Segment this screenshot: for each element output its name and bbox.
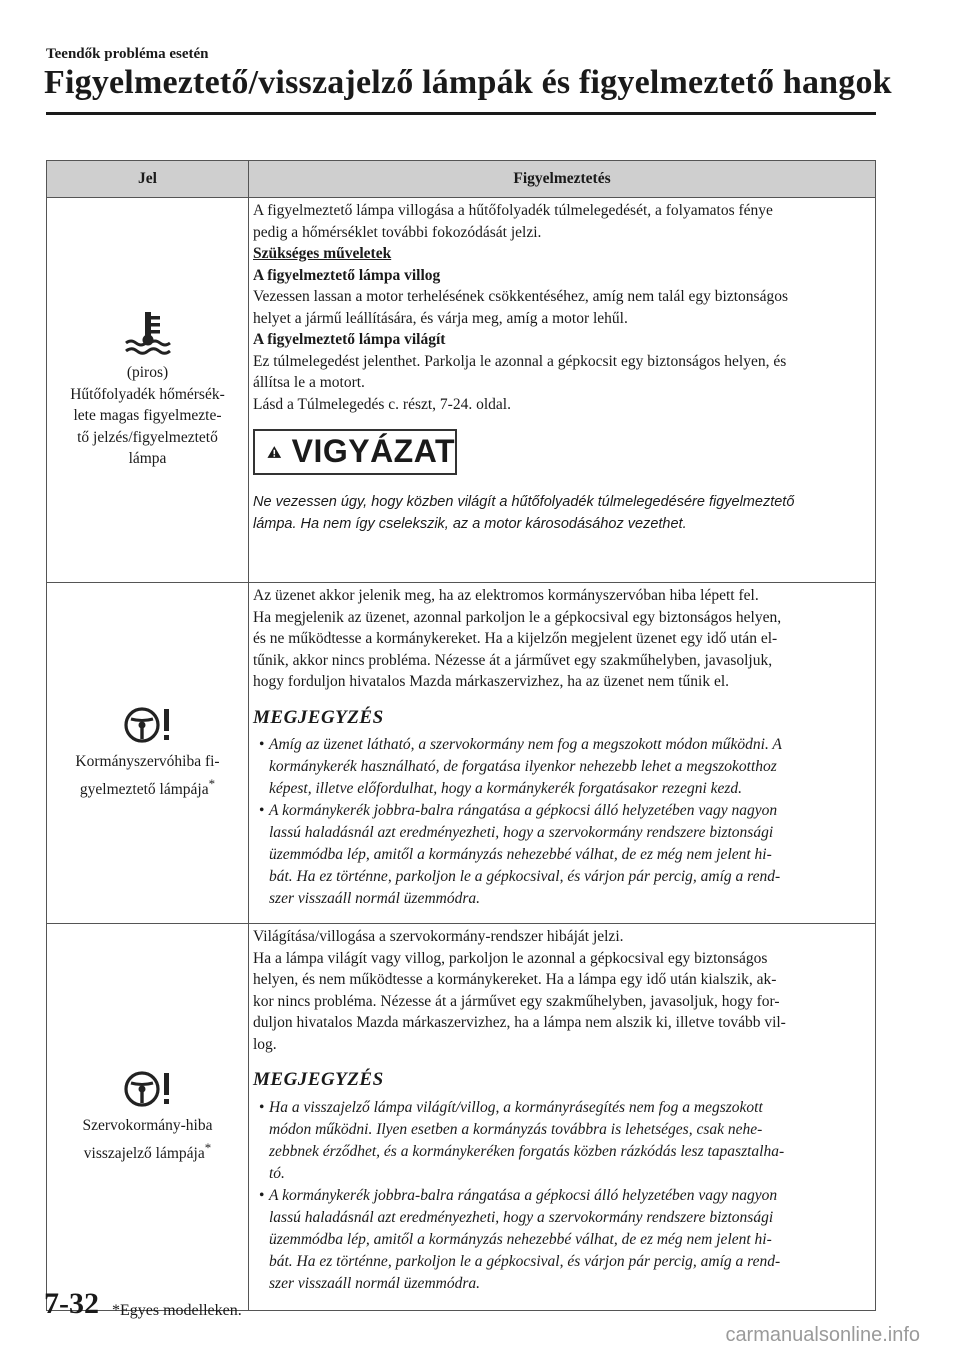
symbol-cell — [47, 924, 249, 1311]
body-line: Lásd a Túlmelegedés c. részt, 7-24. oldal. — [253, 395, 511, 413]
caption-line: gyelmeztető lámpája — [79, 781, 209, 799]
body-line: Ez túlmelegedést jelenthet. Parkolja le azonnal a gépkocsit egy biztonságos helyen, és — [253, 352, 787, 370]
subheading: A figyelmeztető lámpa villog — [253, 266, 441, 284]
list-item: • Amíg az üzenet látható, a szervokormány nem fog a megszokott módon működni. A kormánykerék használható, de forgatása ilyenkor nehezebb lehet a megszokotthoz képest, illetve előfordulhat, hogy a kormánykerék forgatásakor rezegni kezd. — [259, 736, 782, 797]
subheading: A figyelmeztető lámpa világít — [253, 331, 446, 348]
optional-equipment-mark: * — [204, 1139, 212, 1155]
intro-line: Az üzenet akkor jelenik meg, ha az elektromos kormányszervóban hiba lépett fel. — [253, 587, 759, 604]
column-header-symbol: Jel — [47, 161, 249, 198]
section-label: Teendők probléma esetén — [46, 46, 209, 62]
actions-heading: Szükséges műveletek — [253, 245, 392, 262]
intro-line: helyen, és nem működtesse a kormánykereket. Ha a lámpa egy idő után kialszik, ak- — [253, 971, 777, 988]
intro-line: log. — [253, 1035, 277, 1053]
intro-line: tűnik, akkor nincs probléma. Nézesse át a járművet egy szakműhelyben, javasoljuk, — [253, 651, 773, 669]
body-line: Vezessen lassan a motor terhelésének csökkentéséhez, amíg nem talál egy biztonságos — [253, 288, 788, 305]
intro-line: Ha megjelenik az üzenet, azonnal parkoljon le a gépkocsival egy biztonságos helyen, — [253, 608, 782, 626]
list-item: • Ha a visszajelző lámpa világít/villog, a kormányrásegítés nem fog a megszokott módon működni. Ilyen esetben a kormányzás továbbra is lehetséges, csak nehe- zebbnek érződhet, és a kormánykeréken forgatás közben rázkódás lesz tapasztalha- tó. — [259, 1098, 785, 1182]
intro-line: hogy forduljon hivatalos Mazda márkaszervizhez, ha az üzenet nem tűnik el. — [253, 673, 730, 690]
body-line: állítsa le a motort. — [253, 374, 365, 391]
caution-line: Ne vezessen úgy, hogy közben világít a hűtőfolyadék túlmelegedésére figyelmeztető — [253, 494, 795, 510]
watermark: carmanualsonline.info — [725, 1324, 920, 1346]
title-rule — [46, 112, 876, 115]
intro-line: kor nincs probléma. Nézesse át a járművet egy szakműhelyben, javasoljuk, hogy for- — [253, 992, 780, 1010]
page-number: 7-32 — [44, 1287, 99, 1320]
caption-line: Szervokormány-hiba — [82, 1117, 213, 1135]
table-row — [47, 198, 876, 583]
body-line: helyet a jármű leállítására, és várja meg, amíg a motor lehűl. — [253, 309, 628, 327]
caption-line: visszajelző lámpája — [83, 1145, 205, 1163]
description-cell — [249, 924, 876, 1311]
intro-line: Világítása/villogása a szervokormány-rendszer hibáját jelzi. — [253, 928, 624, 945]
table-header-row — [47, 161, 876, 198]
intro-line: duljon hivatalos Mazda márkaszervizhez, ha a lámpa nem alszik ki, illetve tovább vil- — [253, 1014, 786, 1031]
power-steering-indicator-icon — [122, 1069, 174, 1109]
caption-line: Kormányszervóhiba fi- — [75, 753, 220, 771]
caption-line: lete magas figyelmezte- — [73, 407, 222, 425]
list-item: • A kormánykerék jobbra-balra rángatása a gépkocsi álló helyzetében vagy nagyon lassú haladásnál azt eredményezheti, hogy a szervokormány rendszere biztonsági üzemmódba lép, amitől a kormányzás nehezebbé válhat, de ez még nem jelent hi- bát. Ha ez történne, parkoljon le a gépkocsival, és várjon pár percig, amíg a rend- szer visszaáll normál üzemmódra. — [259, 802, 781, 907]
description-cell — [249, 198, 876, 583]
footnote: *Egyes modelleken. — [112, 1302, 242, 1319]
symbol-cell — [47, 583, 249, 924]
caption-line: (piros) — [126, 364, 169, 382]
caption-line: tő jelzés/figyelmeztető — [77, 428, 218, 446]
symbol-cell — [47, 198, 249, 583]
caution-label: VIGYÁZAT — [291, 433, 455, 470]
caution-line: lámpa. Ha nem így cselekszik, az a motor károsodásához vezethet. — [253, 516, 687, 532]
optional-equipment-mark: * — [208, 775, 216, 791]
table-row — [47, 924, 876, 1311]
caution-box — [253, 429, 457, 475]
caption-line: lámpa — [128, 450, 167, 468]
intro-line: A figyelmeztető lámpa villogása a hűtőfolyadék túlmelegedését, a folyamatos fénye — [253, 202, 773, 219]
column-header-warning: Figyelmeztetés — [249, 161, 876, 198]
caption-line: Hűtőfolyadék hőmérsék- — [70, 385, 225, 403]
note-list — [253, 1097, 871, 1295]
warning-triangle-icon — [267, 438, 282, 466]
power-steering-warning-icon — [122, 705, 174, 745]
page-title: Figyelmeztető/visszajelző lámpák és figyelmeztető hangok — [44, 64, 892, 101]
note-list — [253, 734, 871, 910]
note-heading: MEGJEGYZÉS — [253, 706, 384, 728]
table-row — [47, 583, 876, 924]
note-heading: MEGJEGYZÉS — [253, 1069, 384, 1090]
intro-line: Ha a lámpa világít vagy villog, parkoljon le azonnal a gépkocsival egy biztonságos — [253, 949, 768, 967]
warning-table — [46, 160, 876, 1311]
list-item: • A kormánykerék jobbra-balra rángatása a gépkocsi álló helyzetében vagy nagyon lassú haladásnál azt eredményezheti, hogy a szervokormány rendszere biztonsági üzemmódba lép, amitől a kormányzás nehezebbé válhat, de ez még nem jelent hi- bát. Ha ez történne, parkoljon le a gépkocsival, és várjon pár percig, amíg a rend- szer visszaáll normál üzemmódra. — [259, 1186, 781, 1292]
intro-line: pedig a hőmérséklet további fokozódását jelzi. — [253, 223, 542, 241]
coolant-temperature-icon — [123, 310, 173, 356]
caution-text — [253, 491, 871, 535]
intro-line: és ne működtesse a kormánykereket. Ha a kijelzőn megjelent üzenet egy idő után el- — [253, 630, 778, 647]
description-cell — [249, 583, 876, 924]
